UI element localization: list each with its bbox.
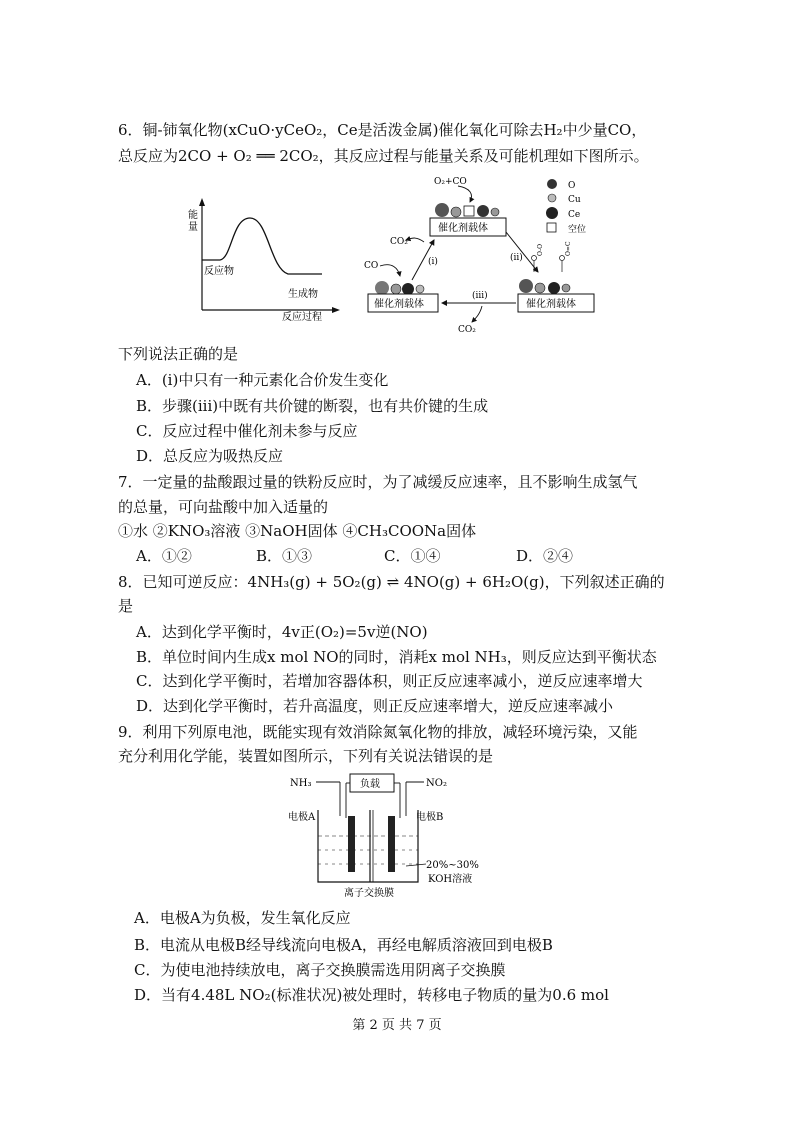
ce-atom-right (519, 279, 533, 293)
legend-vacancy-box (547, 223, 556, 232)
q9-option-c: C．为使电池持续放电，离子交换膜需选用阴离子交换膜 (134, 961, 506, 979)
o-atom-ads-1 (532, 256, 537, 261)
o2-co-arrow (458, 186, 472, 202)
solution-name: KOH溶液 (428, 874, 473, 885)
catalyst-label-right: 催化剂载体 (526, 299, 576, 310)
adsorbed-left-label: O-O (537, 243, 544, 256)
legend-cu: Cu (568, 195, 581, 205)
q6-option-c: C．反应过程中催化剂未参与反应 (136, 422, 358, 440)
q9-line-2: 充分利用化学能，装置如图所示，下列有关说法错误的是 (118, 747, 494, 765)
legend-vacancy: 空位 (568, 225, 587, 235)
solution-pointer (406, 864, 426, 866)
q6-line-2: 总反应为2CO + O₂ ══ 2CO₂，其反应过程与能量关系及可能机理如下图所示。 (118, 147, 649, 165)
legend-o: O (568, 181, 576, 191)
cu-atom-top (451, 207, 461, 217)
galvanic-cell-diagram (288, 770, 504, 900)
q8-line-1: 8．已知可逆反应：4NH₃(g) + 5O₂(g) ⇌ 4NO(g) + 6H₂O(g)，下列叙述正确的 (118, 573, 665, 591)
ce-atom-right-2 (548, 282, 560, 294)
q9-line-1: 9．利用下列原电池，既能实现有效消除氮氧化物的排放，减轻环境污染，又能 (118, 723, 638, 741)
q6-option-a: A．(i)中只有一种元素化合价发生变化 (136, 371, 389, 389)
q7-option-c: C．①④ (384, 547, 441, 565)
catalyst-label-top: 催化剂载体 (438, 223, 488, 234)
co2-out-arrow (406, 238, 424, 242)
q8-option-b: B．单位时间内生成x mol NO的同时，消耗x mol NH₃，则反应达到平衡状态 (136, 648, 657, 666)
q8-option-c: C．达到化学平衡时，若增加容器体积，则正反应速率减小，逆反应速率增大 (136, 672, 643, 690)
beaker (318, 810, 418, 882)
load-label: 负载 (360, 779, 380, 790)
co-in-arrow (380, 265, 400, 276)
electrode-b-label: 电极B (416, 812, 444, 823)
legend-ce-dot (546, 207, 558, 219)
reactant-label: 反应物 (204, 266, 234, 277)
mechanism-diagram (358, 172, 598, 336)
ce-atom-top-2 (477, 205, 489, 217)
o-atom-left (416, 285, 424, 293)
page-footer: 第 2 页 共 7 页 (352, 1018, 442, 1033)
q7-line-2: 的总量，可向盐酸中加入适量的 (118, 498, 329, 516)
q6-line-1: 6．铜-铈氧化物(xCuO·yCeO₂，Ce是活泼金属)催化氧化可除去H₂中少量CO， (118, 121, 647, 139)
ce-atom-left (375, 281, 389, 295)
q9-option-b: B．电流从电极B经导线流向电极A，再经电解质溶液回到电极B (134, 936, 553, 954)
q6-option-b: B．步骤(iii)中既有共价键的断裂，也有共价键的生成 (136, 397, 489, 415)
step-3-label: (iii) (472, 291, 488, 301)
solution-concentration: 20%~30% (426, 860, 479, 871)
no2-label: NO₂ (426, 778, 447, 789)
ce-atom-left-2 (402, 283, 414, 295)
co2-top-label: CO₂ (390, 237, 408, 247)
cu-atom-right-2 (562, 284, 570, 292)
co2-bottom-label: CO₂ (458, 325, 476, 335)
vacancy-top (464, 206, 474, 216)
q7-line-1: 7．一定量的盐酸跟过量的铁粉反应时，为了减缓反应速率，且不影响生成氢气 (118, 473, 638, 491)
cu-atom-top-2 (491, 208, 499, 216)
co-label: CO (364, 261, 379, 271)
x-axis-arrow (332, 307, 340, 313)
o2-co-label: O₂+CO (434, 177, 467, 187)
q7-option-a: A．①② (136, 547, 192, 565)
cu-atom-right (535, 283, 545, 293)
cu-atom-left (391, 284, 401, 294)
membrane-label: 离子交换膜 (344, 888, 394, 899)
catalyst-label-left: 催化剂载体 (374, 299, 424, 310)
electrode-a-label: 电极A (288, 812, 316, 823)
ce-atom-top (435, 203, 449, 217)
legend-cu-dot (548, 194, 556, 202)
product-label: 生成物 (288, 289, 318, 300)
electrode-b (388, 816, 395, 872)
q6-stem: 下列说法正确的是 (118, 345, 239, 363)
q7-option-b: B．①③ (256, 547, 313, 565)
q6-option-d: D．总反应为吸热反应 (136, 447, 284, 465)
q9-option-a: A．电极A为负极，发生氧化反应 (134, 909, 351, 927)
co2-bottom-arrow (472, 306, 482, 322)
x-axis-label: 反应过程 (282, 312, 322, 323)
step-2-label: (ii) (510, 253, 523, 263)
y-axis-arrow (199, 198, 205, 206)
q8-line-2: 是 (118, 597, 134, 615)
y-label-2: 量 (188, 222, 198, 233)
electrode-a (348, 816, 355, 872)
q9-option-d: D．当有4.48L NO₂(标准状况)被处理时，转移电子物质的量为0.6 mol (134, 986, 609, 1004)
step-2-arrow (506, 232, 538, 272)
q8-option-d: D．达到化学平衡时，若升高温度，则正反应速率增大，逆反应速率减小 (136, 697, 614, 715)
q8-option-a: A．达到化学平衡时，4v正(O₂)=5v逆(NO) (136, 623, 428, 641)
nh3-label: NH₃ (290, 778, 312, 789)
o-atom-ads-2 (560, 256, 565, 261)
q7-items: ①水 ②KNO₃溶液 ③NaOH固体 ④CH₃COONa固体 (118, 522, 477, 540)
energy-diagram (188, 198, 340, 323)
legend-o-dot (547, 179, 557, 189)
q7-option-d: D．②④ (516, 547, 574, 565)
step-1-label: (i) (428, 257, 438, 267)
y-label-1: 能 (188, 210, 198, 221)
legend-ce: Ce (568, 210, 581, 220)
adsorbed-right-label: O=C (565, 241, 572, 256)
